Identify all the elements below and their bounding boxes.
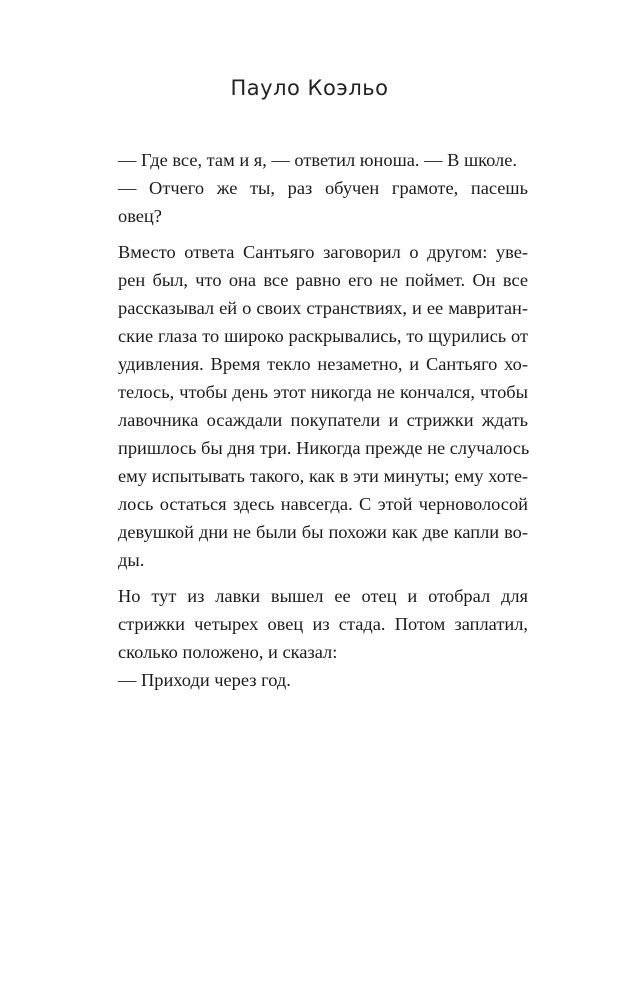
text-line: рассказывал ей о своих странствиях, и ее мавритан- <box>118 298 528 318</box>
text-line: удивления. Время текло незаметно, и Сантьяго хо- <box>118 354 528 374</box>
body-text <box>118 146 528 694</box>
paragraph-2 <box>118 174 528 230</box>
text-line: лось остаться здесь навсегда. С этой черноволосой <box>118 494 528 514</box>
paragraph-5 <box>118 666 528 694</box>
text-line: Вместо ответа Сантьяго заговорил о другом: уве- <box>118 242 528 262</box>
text-line: ские глаза то широко раскрывались, то щурились от <box>118 326 528 346</box>
text-line: телось, чтобы день этот никогда не кончался, чтобы <box>118 382 528 402</box>
paragraph-1 <box>118 146 528 174</box>
text-line: — Отчего же ты, раз обучен грамоте, пасешь <box>118 178 528 198</box>
text-line: стрижки четырех овец из стада. Потом заплатил, <box>118 614 528 634</box>
text-line: ды. <box>118 550 145 570</box>
text-line: — Приходи через год. <box>118 670 291 690</box>
text-line: ему испытывать такого, как в эти минуты; ему хоте- <box>118 466 528 486</box>
text-line: сколько положено, и сказал: <box>118 642 338 662</box>
text-line: пришлось бы дня три. Никогда прежде не случалось <box>118 438 530 458</box>
text-line: лавочника осаждали покупатели и стрижки ждать <box>118 410 528 430</box>
text-line: девушкой дни не были бы похожи как две капли во- <box>118 522 528 542</box>
paragraph-3 <box>118 238 528 574</box>
text-line: Но тут из лавки вышел ее отец и отобрал для <box>118 586 528 606</box>
text-line: — Где все, там и я, — ответил юноша. — В школе. <box>118 150 517 170</box>
paragraph-4 <box>118 582 528 666</box>
text-line: рен был, что она все равно его не поймет. Он все <box>118 270 528 290</box>
text-line: овец? <box>118 206 162 226</box>
running-header-author: Пауло Коэльо <box>230 76 389 100</box>
